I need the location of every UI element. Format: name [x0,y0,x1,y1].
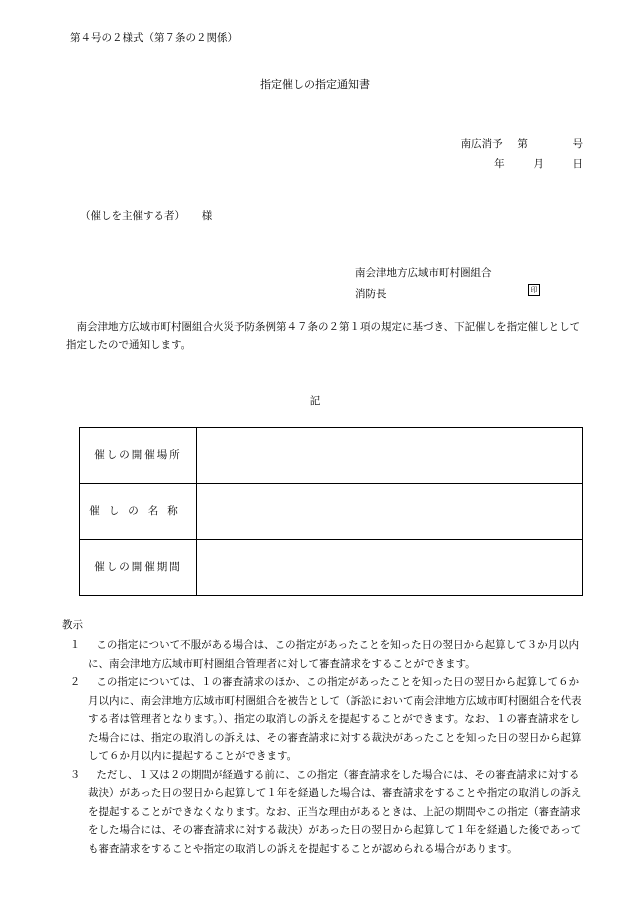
addressee-honorific: 様 [201,210,213,222]
sender-title-line [355,284,540,305]
table-row [80,428,583,484]
note-number: １ [69,639,81,651]
date-day: 日 [572,158,583,170]
table-row [80,540,583,596]
note-text: ただし、１又は２の期間が経過する前に、この指定（審査請求をした場合には、その審査請求に対する裁決）があった日の翌日から起算して１年を経過した場合は、審査請求をすることや指定の取消しの訴えを提起することができなくなります。なお、正当な理由があるときは、上記の期間やこの指定（審査請求をした場合には、その審査請求に対する裁決）があった日の翌日から起算して１年を経過した後であっても審査請求をすることや指定の取消しの訴えを提起することが認められる場合があります。 [88,768,582,855]
sender-organization: 南会津地方広域市町村圏組合 [355,267,492,279]
list-item [62,766,584,859]
event-name-value [197,484,583,540]
event-info-table [79,427,583,596]
list-item [62,673,584,766]
notes-list [62,636,584,858]
venue-value [197,428,583,484]
note-text: この指定については、１の審査請求のほか、この指定があったことを知った日の翌日から起算して６か月以内に、南会津地方広域市町村圏組合を被告として（訴訟において南会津地方広域市町村圏組合を代表する者は管理者となります。）、指定の取消しの訴えを提起することができます。なお、１の審査請求をした場合には、指定の取消しの訴えは、その審査請求に対する裁決があったことを知った日の翌日から起算して６か月以内に提起することができます。 [88,676,582,762]
body-paragraph: 南会津地方広域市町村圏組合火災予防条例第４７条の２第１項の規定に基づき、下記催しを指定催しとして指定したので通知します。 [66,321,581,351]
date-line [461,154,583,174]
form-number: 第４号の２様式（第７条の２関係） [70,32,238,44]
reference-prefix: 南広消予 [460,138,503,150]
date-month: 月 [533,158,544,170]
venue-label: 催しの開催場所 [80,428,197,484]
period-label: 催しの開催期間 [80,540,197,596]
table-row [80,484,583,540]
reference-number-line [461,134,583,154]
sender-block [355,263,540,305]
sender-title: 消防長 [355,288,387,300]
reference-block [461,134,583,174]
reference-go: 号 [572,138,583,150]
document-title: 指定催しの指定通知書 [260,78,370,91]
seal-stamp: 印 [528,284,540,296]
note-number: ２ [69,676,81,688]
ki-heading: 記 [309,395,321,407]
addressee-label: （催しを主催する者） [80,210,185,222]
event-name-label: 催しの名称 [80,484,197,540]
list-item [62,636,584,673]
reference-dai: 第 [517,138,528,150]
note-number: ３ [69,768,81,781]
note-text: この指定について不服がある場合は、この指定があったことを知った日の翌日から起算して３か月以内に、南会津地方広域市町村圏組合管理者に対して審査請求をすることができます。 [88,639,580,670]
notes-heading: 教示 [62,619,83,631]
date-year: 年 [494,158,505,170]
addressee [80,209,212,225]
period-value [197,540,583,596]
